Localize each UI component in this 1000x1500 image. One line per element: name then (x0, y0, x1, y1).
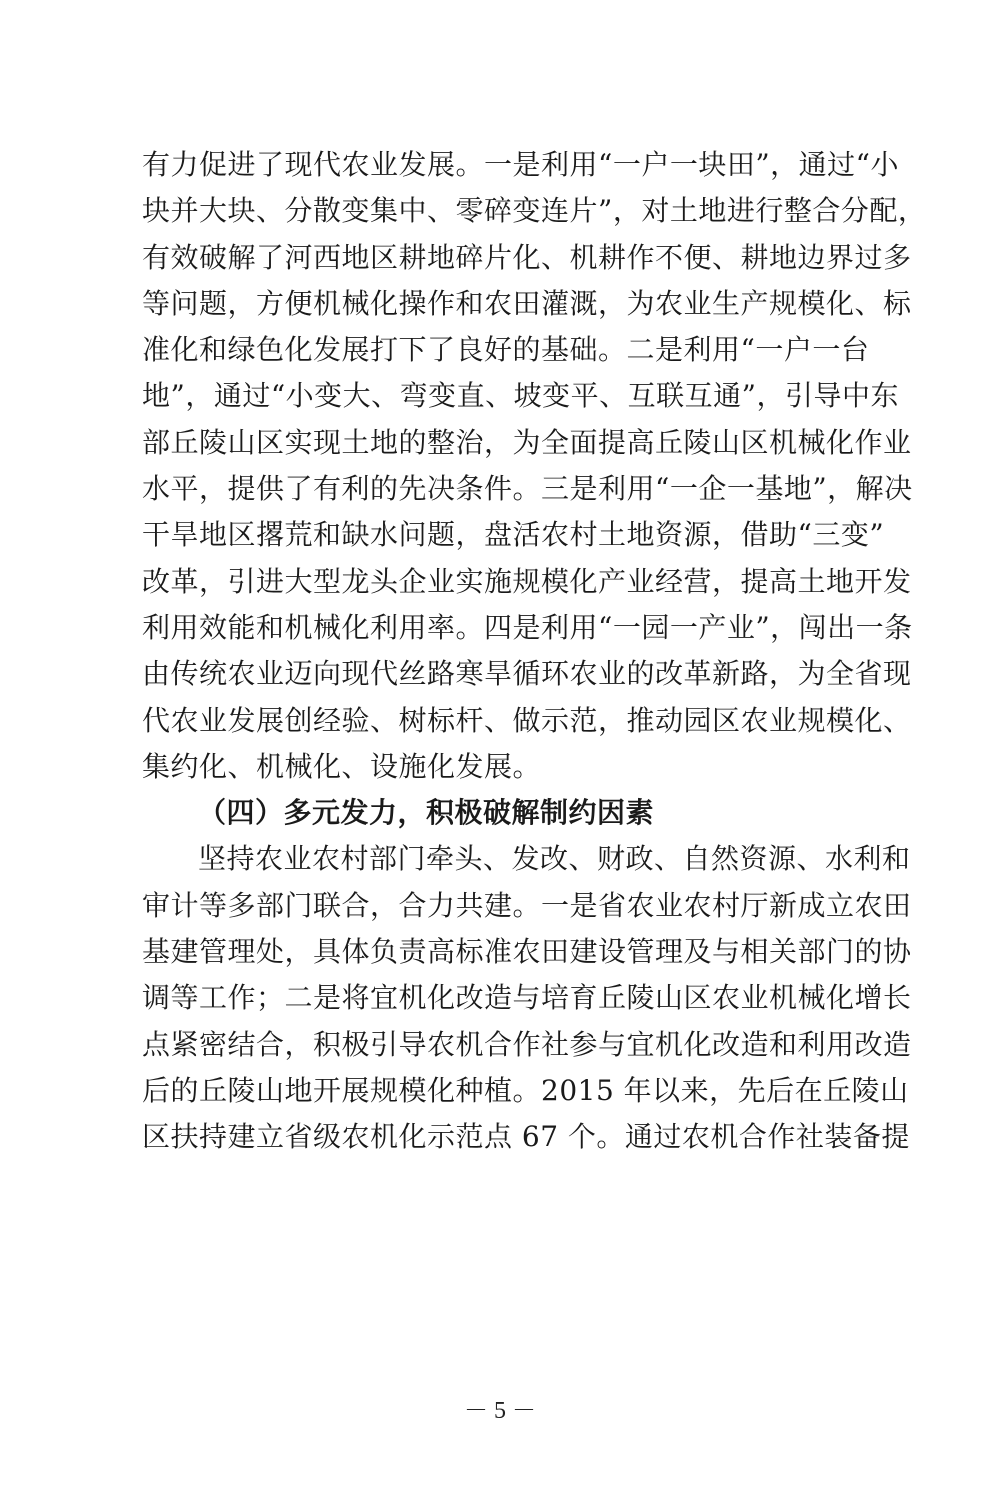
text-line: 调等工作；二是将宜机化改造与培育丘陵山区农业机械化增长 (142, 981, 912, 1015)
section-heading: （四）多元发力，积极破解制约因素 (198, 796, 655, 830)
text-line: 后的丘陵山地开展规模化种植。2015 年以来，先后在丘陵山 (142, 1073, 909, 1107)
text-line: 区扶持建立省级农机化示范点 67 个。通过农机合作社装备提 (142, 1120, 910, 1154)
text-line: 块并大块、分散变集中、零碎变连片”，对土地进行整合分配， (142, 194, 927, 228)
text-line: 利用效能和机械化利用率。四是利用“一园一产业”，闯出一条 (142, 610, 913, 644)
text-line: 点紧密结合，积极引导农机合作社参与宜机化改造和利用改造 (142, 1027, 912, 1061)
text-line: 干旱地区撂荒和缺水问题，盘活农村土地资源，借助“三变” (142, 518, 885, 552)
text-line: 改革，引进大型龙头企业实施规模化产业经营，提高土地开发 (142, 564, 912, 598)
page-number: － 5 － (464, 1398, 536, 1424)
text-line: 坚持农业农村部门牵头、发改、财政、自然资源、水利和 (198, 842, 911, 876)
document-body (142, 142, 927, 1161)
text-line: 基建管理处，具体负责高标准农田建设管理及与相关部门的协 (142, 935, 912, 969)
text-line: 准化和绿色化发展打下了良好的基础。二是利用“一户一台 (142, 333, 870, 367)
text-line: 地”，通过“小变大、弯变直、坡变平、互联互通”，引导中东 (142, 379, 899, 413)
text-line: 水平，提供了有利的先决条件。三是利用“一企一基地”，解决 (142, 472, 913, 506)
text-line: 代农业发展创经验、树标杆、做示范，推动园区农业规模化、 (142, 703, 912, 737)
text-line: 有效破解了河西地区耕地碎片化、机耕作不便、耕地边界过多 (142, 240, 912, 274)
text-line: 部丘陵山区实现土地的整治，为全面提高丘陵山区机械化作业 (142, 425, 912, 459)
text-line: 集约化、机械化、设施化发展。 (142, 749, 542, 783)
text-line: 审计等多部门联合，合力共建。一是省农业农村厅新成立农田 (142, 888, 912, 922)
text-line: 由传统农业迈向现代丝路寒旱循环农业的改革新路，为全省现 (142, 657, 912, 691)
text-line: 等问题，方便机械化操作和农田灌溉，为农业生产规模化、标 (142, 286, 912, 320)
text-line: 有力促进了现代农业发展。一是利用“一户一块田”，通过“小 (142, 148, 899, 181)
